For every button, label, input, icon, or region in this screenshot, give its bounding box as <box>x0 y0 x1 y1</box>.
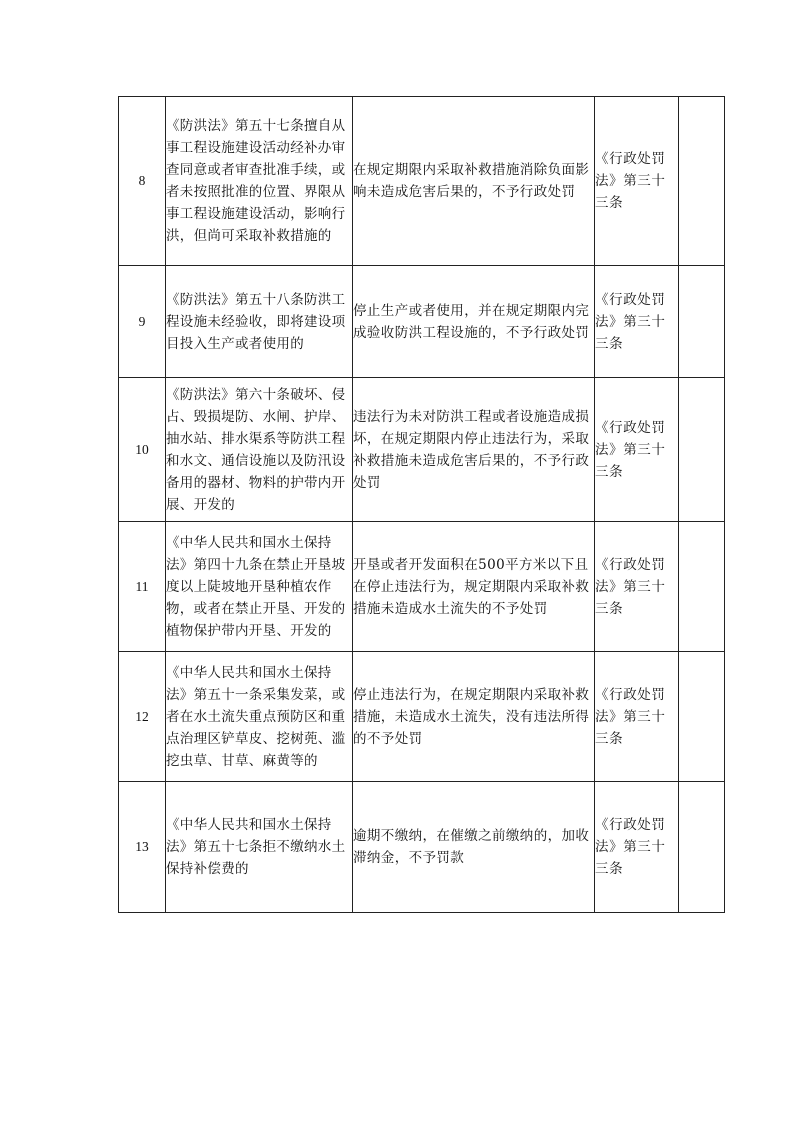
exemption-condition: 逾期不缴纳，在催缴之前缴纳的，加收滞纳金，不予罚款 <box>353 782 595 913</box>
violation-description: 《防洪法》第五十八条防洪工程设施未经验收，即将建设项目投入生产或者使用的 <box>166 266 353 378</box>
legal-basis: 《行政处罚法》第三十三条 <box>595 522 679 652</box>
remarks-cell <box>679 378 725 522</box>
row-number: 8 <box>119 97 166 266</box>
legal-basis: 《行政处罚法》第三十三条 <box>595 782 679 913</box>
legal-basis: 《行政处罚法》第三十三条 <box>595 266 679 378</box>
remarks-cell <box>679 97 725 266</box>
remarks-cell <box>679 782 725 913</box>
remarks-cell <box>679 522 725 652</box>
row-number: 13 <box>119 782 166 913</box>
violation-description: 《防洪法》第六十条破坏、侵占、毁损堤防、水闸、护岸、抽水站、排水渠系等防洪工程和水文、通信设施以及防汛设备用的器材、物料的护带内开展、开发的 <box>166 378 353 522</box>
row-number: 9 <box>119 266 166 378</box>
exemption-condition: 停止生产或者使用，并在规定期限内完成验收防洪工程设施的，不予行政处罚 <box>353 266 595 378</box>
remarks-cell <box>679 266 725 378</box>
violation-description: 《中华人民共和国水土保持法》第五十一条采集发菜，或者在水土流失重点预防区和重点治理区铲草皮、挖树蔸、滥挖虫草、甘草、麻黄等的 <box>166 652 353 782</box>
row-number: 12 <box>119 652 166 782</box>
row-number: 11 <box>119 522 166 652</box>
legal-basis: 《行政处罚法》第三十三条 <box>595 378 679 522</box>
exemption-condition: 在规定期限内采取补救措施消除负面影响未造成危害后果的，不予行政处罚 <box>353 97 595 266</box>
exemption-condition: 开垦或者开发面积在500平方米以下且在停止违法行为，规定期限内采取补救措施未造成水土流失的不予处罚 <box>353 522 595 652</box>
violation-description: 《中华人民共和国水土保持法》第五十七条拒不缴纳水土保持补偿费的 <box>166 782 353 913</box>
table-row <box>119 782 725 913</box>
violation-description: 《防洪法》第五十七条擅自从事工程设施建设活动经补办审查同意或者审查批准手续，或者未按照批准的位置、界限从事工程设施建设活动，影响行洪，但尚可采取补救措施的 <box>166 97 353 266</box>
table-row <box>119 652 725 782</box>
penalty-exemption-table <box>118 96 725 913</box>
table-row <box>119 97 725 266</box>
table-row <box>119 378 725 522</box>
exemption-condition: 违法行为未对防洪工程或者设施造成损坏，在规定期限内停止违法行为，采取补救措施未造成危害后果的，不予行政处罚 <box>353 378 595 522</box>
legal-basis: 《行政处罚法》第三十三条 <box>595 97 679 266</box>
legal-basis: 《行政处罚法》第三十三条 <box>595 652 679 782</box>
table-row <box>119 522 725 652</box>
table-row <box>119 266 725 378</box>
remarks-cell <box>679 652 725 782</box>
row-number: 10 <box>119 378 166 522</box>
exemption-condition: 停止违法行为，在规定期限内采取补救措施，未造成水土流失，没有违法所得的不予处罚 <box>353 652 595 782</box>
violation-description: 《中华人民共和国水土保持法》第四十九条在禁止开垦坡度以上陡坡地开垦种植农作物，或者在禁止开垦、开发的植物保护带内开垦、开发的 <box>166 522 353 652</box>
